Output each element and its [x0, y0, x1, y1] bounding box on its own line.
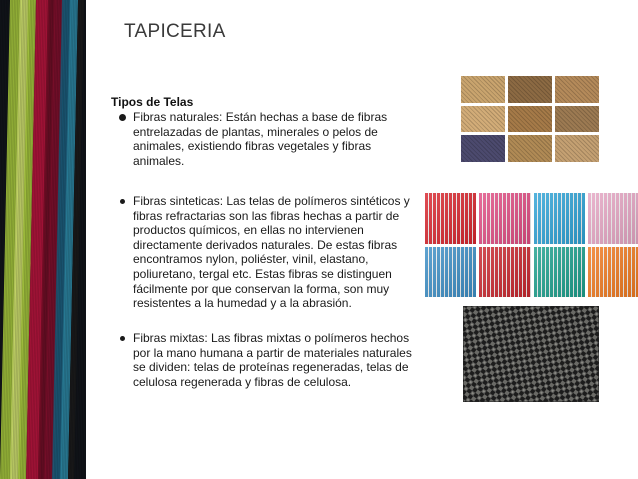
bullet-mixed-fibers [133, 331, 418, 389]
bullet-natural-fibers [133, 110, 403, 168]
fabric-swatch [479, 193, 530, 244]
bullet-dot-icon [120, 336, 125, 341]
fabric-swatch [461, 135, 505, 162]
section-title: Tipos de Telas [111, 95, 194, 109]
fabric-swatch [555, 76, 599, 103]
mixed-fiber-weave-image [463, 306, 599, 402]
weave-pattern-graphic [463, 306, 599, 402]
fabric-swatch [425, 193, 476, 244]
fabric-swatch [461, 106, 505, 133]
synthetic-fiber-samples-image [425, 193, 638, 297]
fabric-swatch [508, 135, 552, 162]
bullet-term: Fibras sinteticas: [133, 194, 224, 208]
bullet-dot-icon [119, 114, 126, 121]
fabric-swatch [508, 106, 552, 133]
bullet-term: Fibras naturales: [133, 110, 223, 124]
natural-fiber-samples-image [461, 76, 599, 162]
fabric-swatch [425, 247, 476, 298]
fabric-swatch [555, 106, 599, 133]
thread-strip-image [0, 0, 86, 479]
bullet-term: Fibras mixtas: [133, 331, 208, 345]
fabric-swatch [461, 76, 505, 103]
fabric-swatch [479, 247, 530, 298]
fabric-swatch [555, 135, 599, 162]
bullet-dot-icon [120, 199, 125, 204]
bullet-text: Las fibras mixtas o polímeros hechos por la mano humana a partir de materiales naturales se dividen: telas de proteínas regeneradas, telas de celulosa regenerada y fibras de celulosa. [133, 331, 412, 389]
bullet-text: Las telas de polímeros sintéticos y fibras refractarias son las fibras hechas a partir de productos químicos, en ellas no intervienen directamente derivados naturales. De estas fibras encontramos nylon, poliéster, vinil, elastano, poliuretano, tergal etc. Estas fibras se distinguen fácilmente por que conservan la forma, son muy resistentes a la humedad y a la abrasión. [133, 194, 410, 311]
thread-strip-graphic [0, 0, 86, 479]
fabric-swatch [534, 193, 585, 244]
fabric-swatch [588, 247, 638, 298]
page-title: TAPICERIA [124, 21, 226, 42]
fabric-swatch [534, 247, 585, 298]
fabric-swatch [508, 76, 552, 103]
fabric-swatch [588, 193, 638, 244]
bullet-synthetic-fibers [133, 194, 416, 311]
bullet-text: Están hechas a base de fibras entrelazadas de plantas, minerales o pelos de animales, existiendo fibras vegetales y fibras animales. [133, 110, 388, 168]
